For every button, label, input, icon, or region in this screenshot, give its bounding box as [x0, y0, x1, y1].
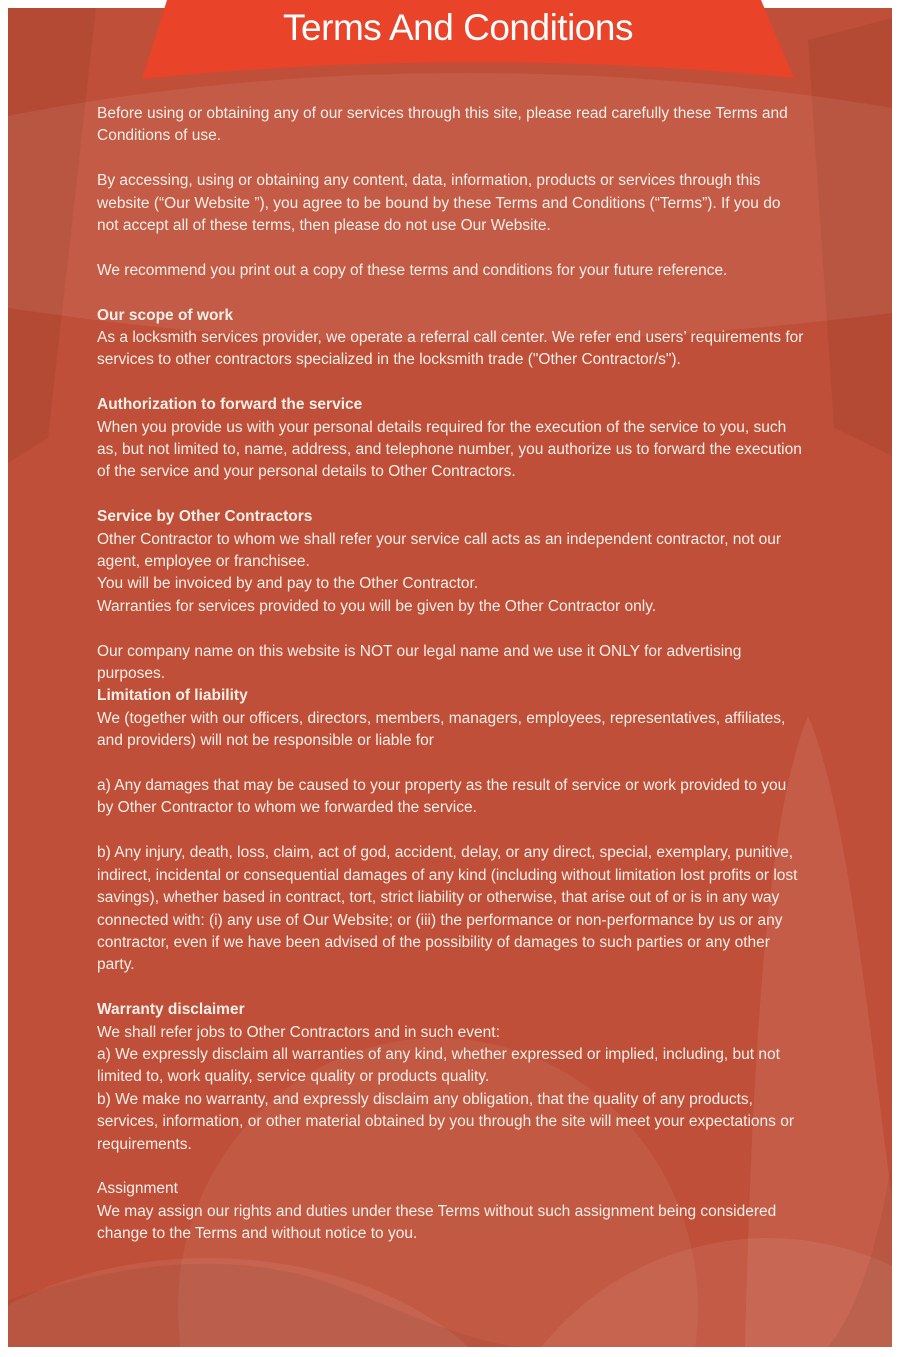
terms-paragraph: Our company name on this website is NOT our legal name and we use it ONLY for advertising purposes. [97, 642, 742, 683]
terms-paragraph: By accessing, using or obtaining any content, data, information, products or services through this website (“Our Website ”), you agree to be bound by these Terms and Conditions (“Terms”). If you do not accept all of these terms, then please do not use Our Website. [97, 172, 781, 235]
page-title: Terms And Conditions [283, 7, 633, 48]
terms-paragraph: When you provide us with your personal details required for the execution of the service to you, such as, but not limited to, name, address, and telephone number, you authorize us to forward the execution of the service and your personal details to Other Contractors. [97, 418, 802, 481]
terms-paragraph: a) Any damages that may be caused to your property as the result of service or work provided to you by Other Contractor to whom we forwarded the service. [97, 777, 787, 817]
spacer [97, 237, 804, 259]
spacer [97, 1156, 804, 1178]
terms-paragraph: As a locksmith services provider, we operate a referral call center. We refer end users’ requirements for services to other contractors specialized in the locksmith trade ("Other Contractor/s"). [97, 329, 804, 369]
spacer [97, 753, 804, 775]
terms-paragraph: We shall refer jobs to Other Contractors and in such event: [97, 1023, 500, 1041]
spacer [97, 977, 804, 999]
terms-paragraph: Other Contractor to whom we shall refer your service call acts as an independent contractor, not our agent, employee or franchisee. [97, 530, 782, 571]
spacer [97, 148, 804, 170]
spacer [97, 618, 804, 640]
section-heading: Warranty disclaimer [97, 1001, 245, 1019]
spacer [97, 372, 804, 394]
terms-paragraph: Before using or obtaining any of our services through this site, please read carefully these Terms and Conditions of use. [97, 105, 788, 145]
terms-paragraph: We recommend you print out a copy of these terms and conditions for your future reference. [97, 261, 728, 279]
spacer [97, 282, 804, 304]
terms-paragraph: We (together with our officers, directors, members, managers, employees, representatives, affiliates, and providers) will not be responsible or liable for [97, 709, 786, 750]
terms-paragraph: We may assign our rights and duties under these Terms without such assignment being considered change to the Terms and without notice to you. [97, 1202, 777, 1243]
terms-paragraph: b) We make no warranty, and expressly disclaim any obligation, that the quality of any products, services, information, or other material obtained by you through the site will meet your expectations or requirements. [97, 1090, 794, 1153]
section-heading: Limitation of liability [97, 687, 248, 705]
section-heading: Service by Other Contractors [97, 508, 313, 526]
spacer [97, 820, 804, 842]
terms-paragraph: Warranties for services provided to you will be given by the Other Contractor only. [97, 597, 657, 615]
terms-paragraph: a) We expressly disclaim all warranties of any kind, whether expressed or implied, including, but not limited to, work quality, service quality or products quality. [97, 1045, 780, 1086]
terms-paragraph: You will be invoiced by and pay to the Other Contractor. [97, 575, 479, 593]
section-heading: Authorization to forward the service [97, 396, 363, 414]
terms-content [97, 103, 804, 1246]
section-heading: Our scope of work [97, 306, 234, 324]
terms-paragraph: b) Any injury, death, loss, claim, act of god, accident, delay, or any direct, special, exemplary, punitive, indirect, incidental or consequential damages of any kind (including without limitation lost profits or lost savings), whether based in contract, tort, strict liability or otherwise, that arise out of or is in any way connected with: (i) any use of Our Website; or (iii) the performance or non-performance by us or any contractor, even if we have been advised of the possibility of damages to such parties or any other party. [97, 844, 798, 974]
section-heading-plain: Assignment [97, 1180, 178, 1198]
spacer [97, 484, 804, 506]
